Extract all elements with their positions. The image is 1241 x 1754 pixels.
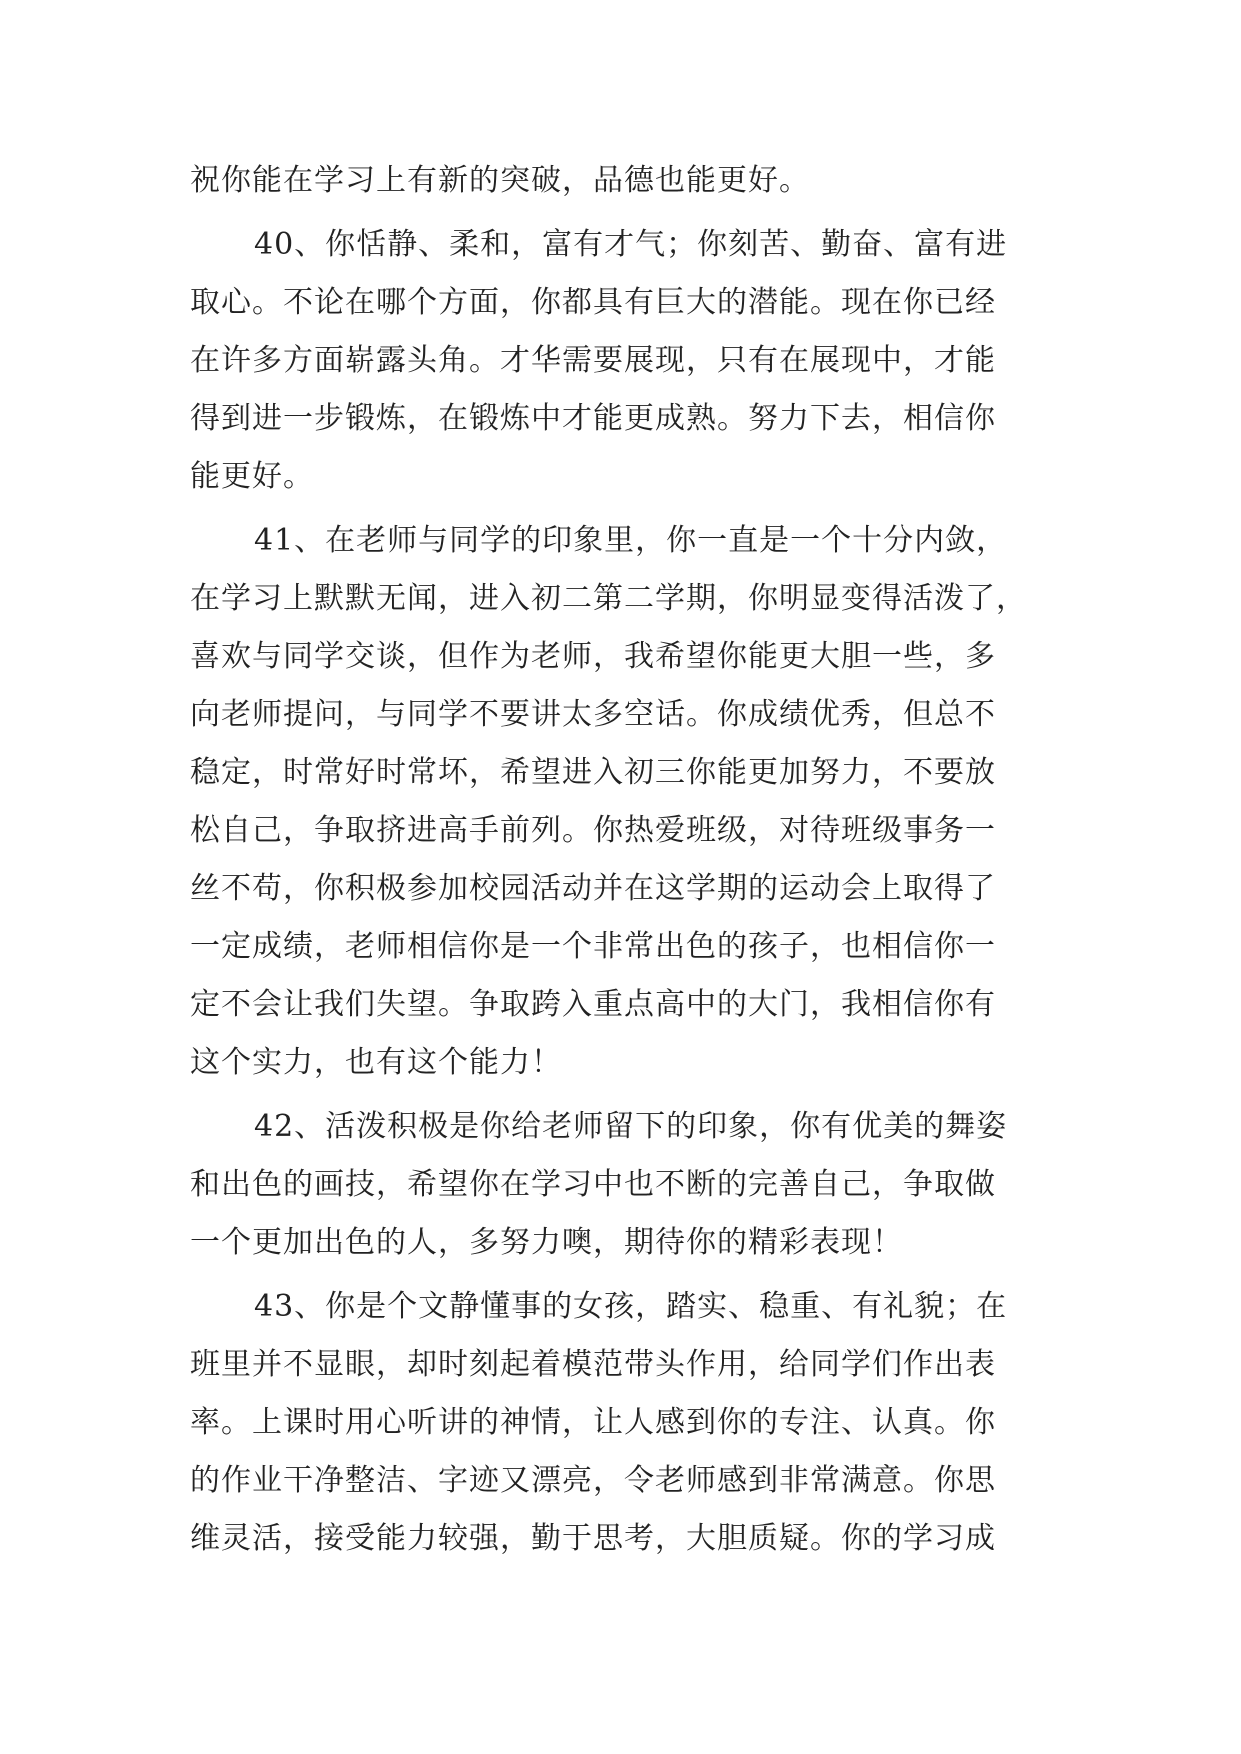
paragraph-comment-41	[190, 512, 1050, 1092]
text-line: 这个实力，也有这个能力！	[190, 1045, 562, 1080]
text-line: 丝不苟，你积极参加校园活动并在这学期的运动会上取得了	[190, 871, 996, 906]
text-line: 祝你能在学习上有新的突破，品德也能更好。	[190, 163, 810, 198]
text-line: 维灵活，接受能力较强，勤于思考，大胆质疑。你的学习成	[190, 1521, 996, 1556]
paragraph-comment-43	[190, 1278, 1050, 1568]
text-line: 42、活泼积极是你给老师留下的印象，你有优美的舞姿	[254, 1109, 1008, 1144]
text-line: 一定成绩，老师相信你是一个非常出色的孩子，也相信你一	[190, 929, 996, 964]
text-line: 取心。不论在哪个方面，你都具有巨大的潜能。现在你已经	[190, 285, 996, 320]
text-line: 松自己，争取挤进高手前列。你热爱班级，对待班级事务一	[190, 813, 996, 848]
text-line: 和出色的画技，希望你在学习中也不断的完善自己，争取做	[190, 1167, 996, 1202]
text-line: 一个更加出色的人，多努力噢，期待你的精彩表现！	[190, 1225, 903, 1260]
text-line: 43、你是个文静懂事的女孩，踏实、稳重、有礼貌；在	[254, 1289, 1008, 1324]
text-line: 在学习上默默无闻，进入初二第二学期，你明显变得活泼了，	[190, 581, 1027, 616]
document-body	[190, 152, 1050, 1568]
text-line: 得到进一步锻炼，在锻炼中才能更成熟。努力下去，相信你	[190, 401, 996, 436]
text-line: 班里并不显眼，却时刻起着模范带头作用，给同学们作出表	[190, 1347, 996, 1382]
text-line: 的作业干净整洁、字迹又漂亮，令老师感到非常满意。你思	[190, 1463, 996, 1498]
text-line: 喜欢与同学交谈，但作为老师，我希望你能更大胆一些，多	[190, 639, 996, 674]
paragraph-comment-40	[190, 216, 1050, 506]
text-line: 率。上课时用心听讲的神情，让人感到你的专注、认真。你	[190, 1405, 996, 1440]
paragraph-comment-42	[190, 1098, 1050, 1272]
text-line: 41、在老师与同学的印象里，你一直是一个十分内敛，	[254, 523, 1008, 558]
text-line: 能更好。	[190, 459, 314, 494]
text-line: 40、你恬静、柔和，富有才气；你刻苦、勤奋、富有进	[254, 227, 1008, 262]
text-line: 在许多方面崭露头角。才华需要展现，只有在展现中，才能	[190, 343, 996, 378]
text-line: 向老师提问，与同学不要讲太多空话。你成绩优秀，但总不	[190, 697, 996, 732]
text-line: 定不会让我们失望。争取跨入重点高中的大门，我相信你有	[190, 987, 996, 1022]
paragraph-continuation	[190, 152, 1050, 210]
text-line: 稳定，时常好时常坏，希望进入初三你能更加努力，不要放	[190, 755, 996, 790]
